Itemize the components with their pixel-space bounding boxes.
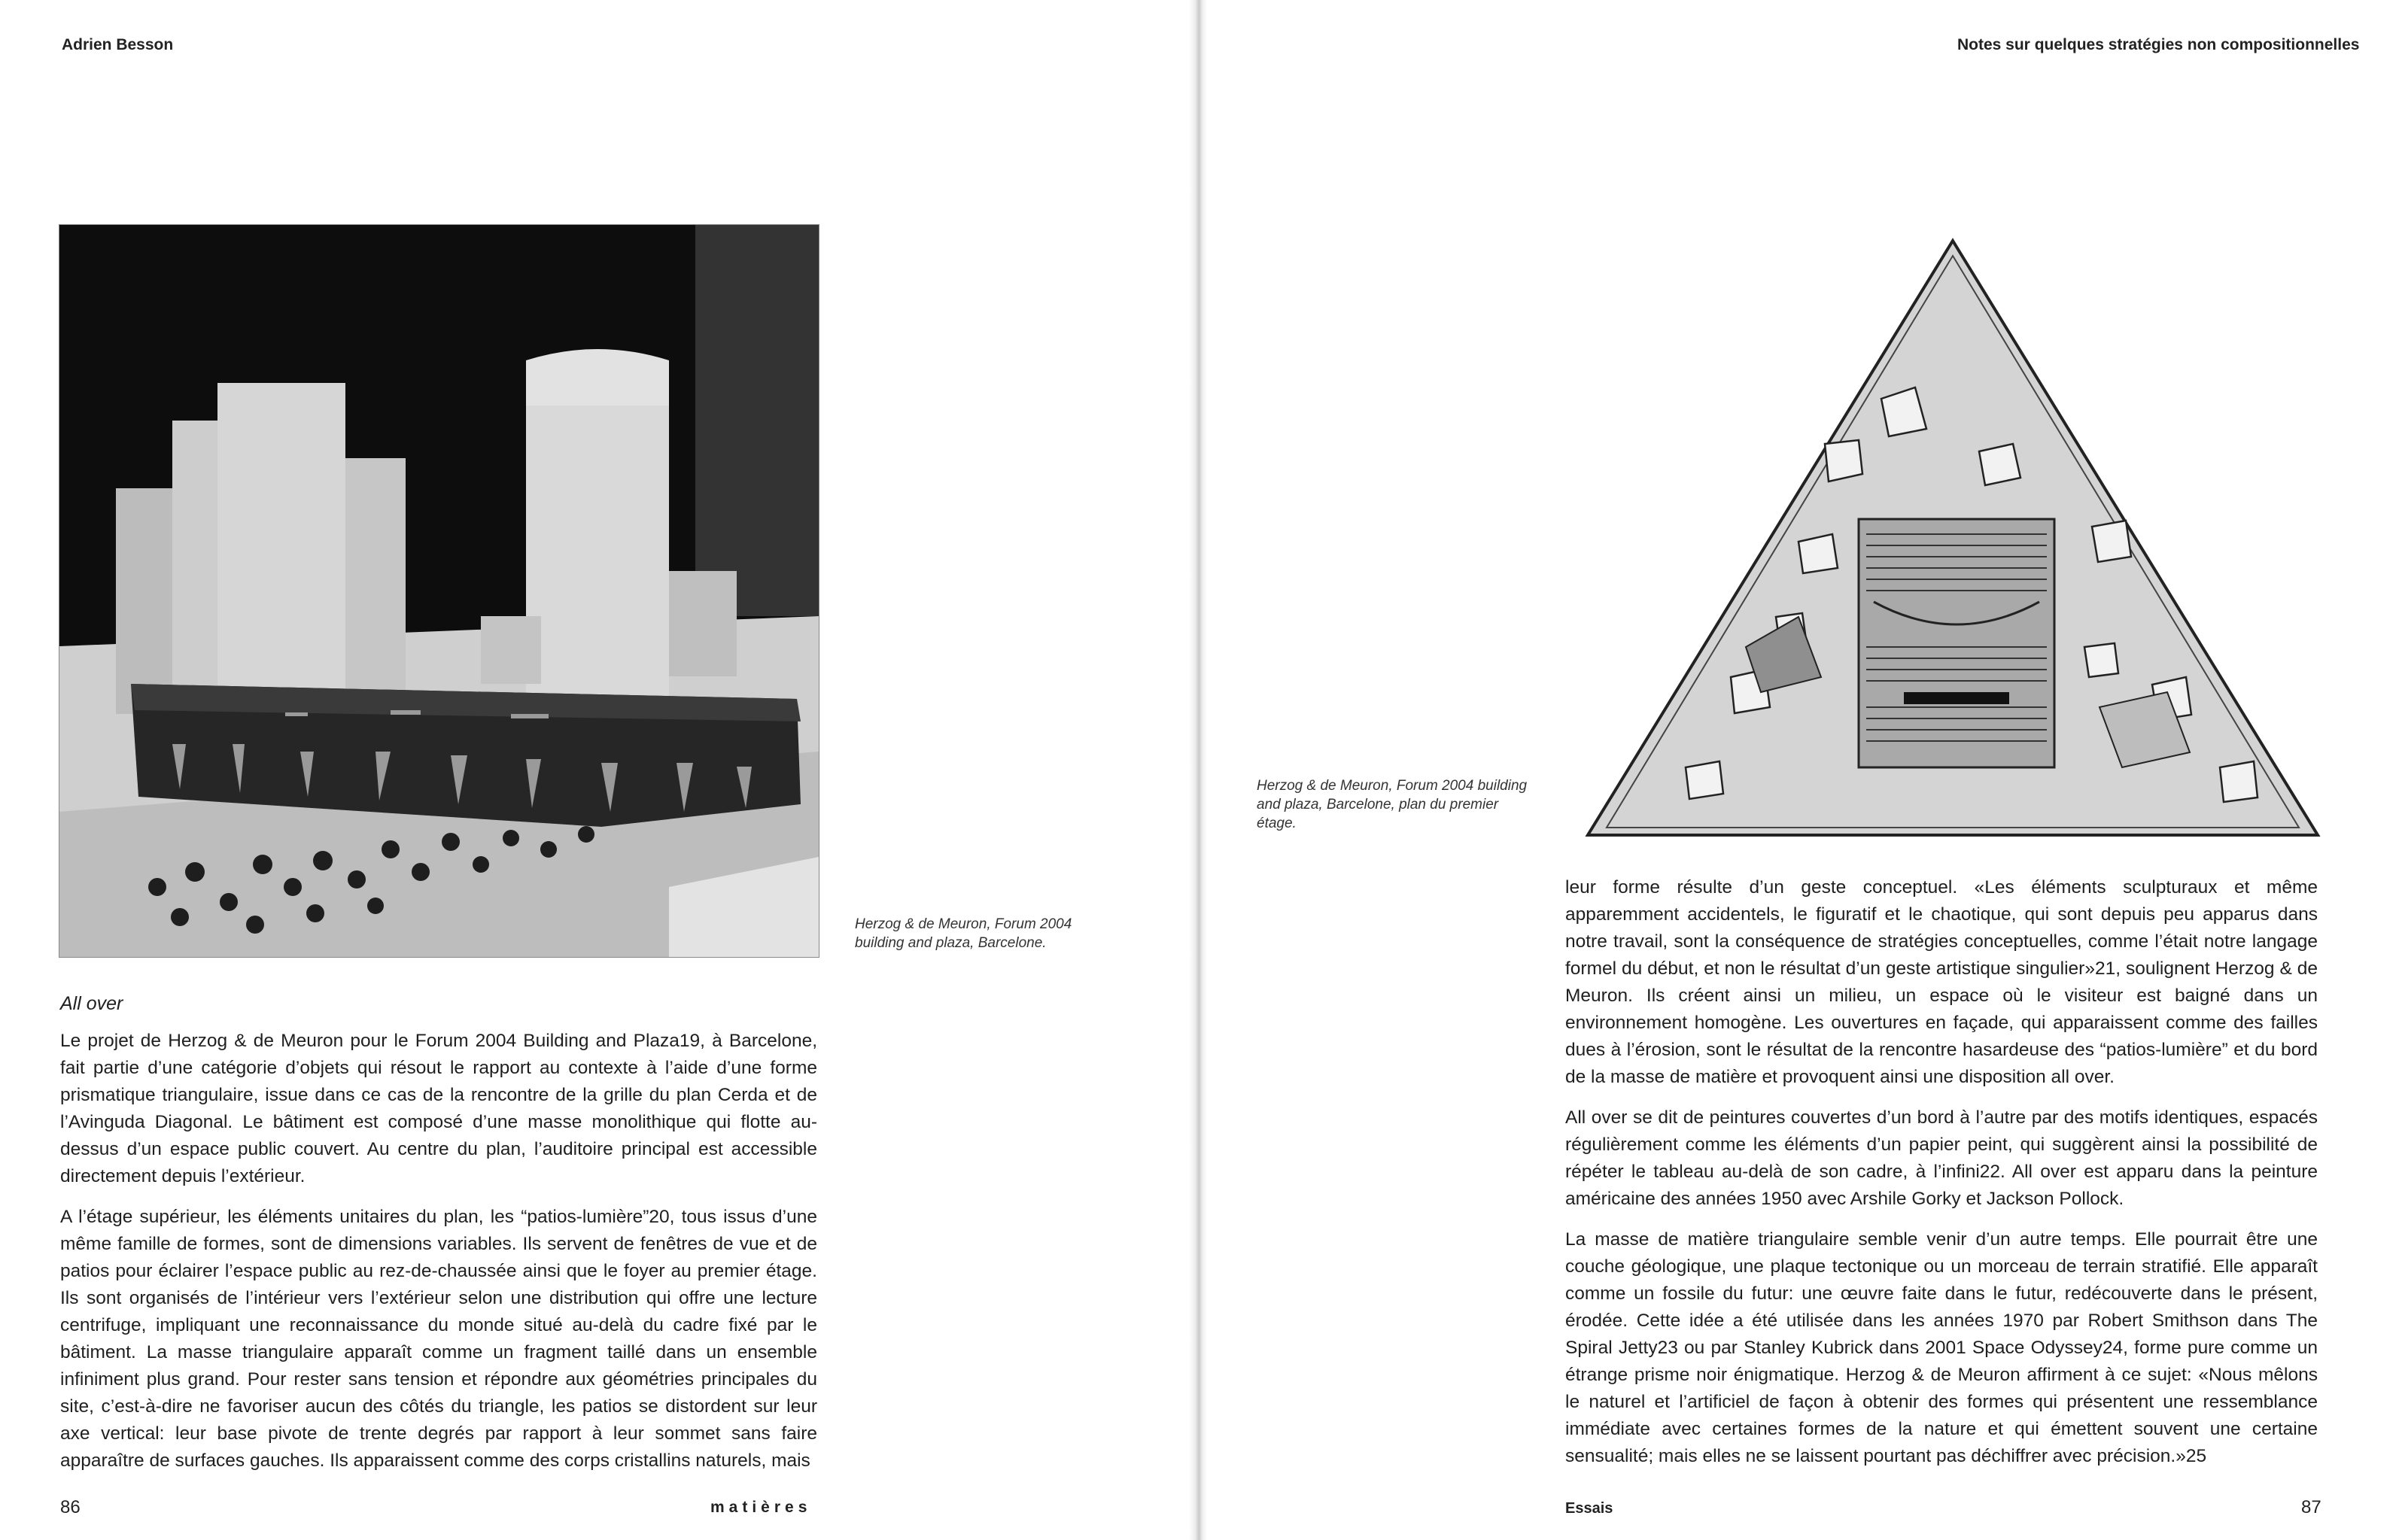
left-figure-caption: Herzog & de Meuron, Forum 2004 building and plaza, Barcelone.	[855, 916, 1072, 951]
triangular-floor-plan	[1573, 226, 2333, 843]
section-label-essais: Essais	[1565, 1500, 1613, 1517]
left-page-number: 86	[60, 1497, 81, 1517]
left-running-header: Adrien Besson	[62, 36, 174, 53]
right-page-number: 87	[2301, 1497, 2321, 1517]
right-running-header: Notes sur quelques stratégies non compositionnelles	[1957, 36, 2360, 53]
right-page	[1207, 0, 2399, 1540]
left-body-text	[60, 1028, 817, 1488]
book-gutter	[1189, 0, 1207, 1540]
right-body-text	[1565, 874, 2318, 1484]
left-page	[0, 0, 1189, 1540]
journal-title: matières	[710, 1499, 812, 1516]
left-paragraph-1: Le projet de Herzog & de Meuron pour le Forum 2004 Building and Plaza19, à Barcelone, fait partie d’une catégorie d’objets qui résout le rapport au contexte à l’aide d’une forme prismatique triangulaire, issue dans ce cas de la rencontre de la grille du plan Cerda et de l’Avinguda Diagonal. Le bâtiment est composé d’une masse monolithique qui flotte au-dessus d’un espace public couvert. Au centre du plan, l’auditoire principal est accessible directement depuis l’extérieur.	[60, 1031, 817, 1186]
right-paragraph-1: leur forme résulte d’un geste conceptuel. «Les éléments sculpturaux et même apparemment accidentels, le figuratif et le chaotique, qui sont depuis peu apparus dans notre travail, sont la conséquence de stratégies conceptuelles, comme l’était notre langage formel du début, et non le résultat d’un geste artistique singulier»21, soulignent Herzog & de Meuron. Ils créent ainsi un milieu, un espace où le visiteur est baigné dans un environnement homogène. Les ouvertures en façade, qui apparaissent comme des failles dues à l’érosion, sont le résultat de la rencontre hasardeuse des “patios-lumière” et du bord de la masse de matière et provoquent ainsi une disposition all over.	[1565, 877, 2318, 1087]
section-heading: All over	[60, 993, 123, 1014]
right-paragraph-2: All over se dit de peintures couvertes d’un bord à l’autre par des motifs identiques, espacés régulièrement comme les éléments d’un papier peint, qui suggèrent ainsi la possibilité de répéter le tableau au-delà de son cadre, à l’infini22. All over est apparu dans la peinture américaine des années 1950 avec Arshile Gorky et Jackson Pollock.	[1565, 1107, 2318, 1209]
right-paragraph-3: La masse de matière triangulaire semble venir d’un autre temps. Elle pourrait être une couche géologique, une plaque tectonique ou un morceau de terrain stratifié. Elle apparaît comme un fossile du futur: une œuvre faite dans le futur, redécouverte dans le présent, érodée. Cette idée a été utilisée dans les années 1970 par Robert Smithson dans The Spiral Jetty23 ou par Stanley Kubrick dans 2001 Space Odyssey24, forme pure comme un étrange prisme noir énigmatique. Herzog & de Meuron affirment à ce sujet: «Nous mêlons le naturel et l’artificiel de façon à obtenir des formes qui présentent une ressemblance immédiate avec certaines formes de la nature et qui émettent souvent une certaine sensualité; mais elles ne se laissent pourtant pas déchiffrer avec précision.»25	[1565, 1229, 2318, 1466]
right-figure-caption: Herzog & de Meuron, Forum 2004 building and plaza, Barcelone, plan du premier étage.	[1257, 778, 1528, 831]
left-paragraph-2: A l’étage supérieur, les éléments unitaires du plan, les “patios-lumière”20, tous issus d’une même famille de formes, sont de dimensions variables. Ils servent de fenêtres de vue et de patios pour éclairer l’espace public au rez-de-chaussée ainsi que le foyer au premier étage. Ils sont organisés de l’intérieur vers l’extérieur selon une distribution qui offre une lecture centrifuge, impliquant une reconnaissance du monde situé au-delà du cadre fixé par le bâtiment. La masse triangulaire apparaît comme un fragment taillé dans un ensemble infiniment plus grand. Pour rester sans tension et répondre aux géométries principales du site, c’est-à-dire ne favoriser aucun des côtés du triangle, les patios se distordent sur leur axe vertical: leur base pivote de trente degrés par rapport à leur sommet sans faire apparaître de surfaces gauches. Ils apparaissent comme des corps cristallins naturels, mais	[60, 1207, 817, 1471]
architectural-model-photo	[59, 224, 819, 958]
